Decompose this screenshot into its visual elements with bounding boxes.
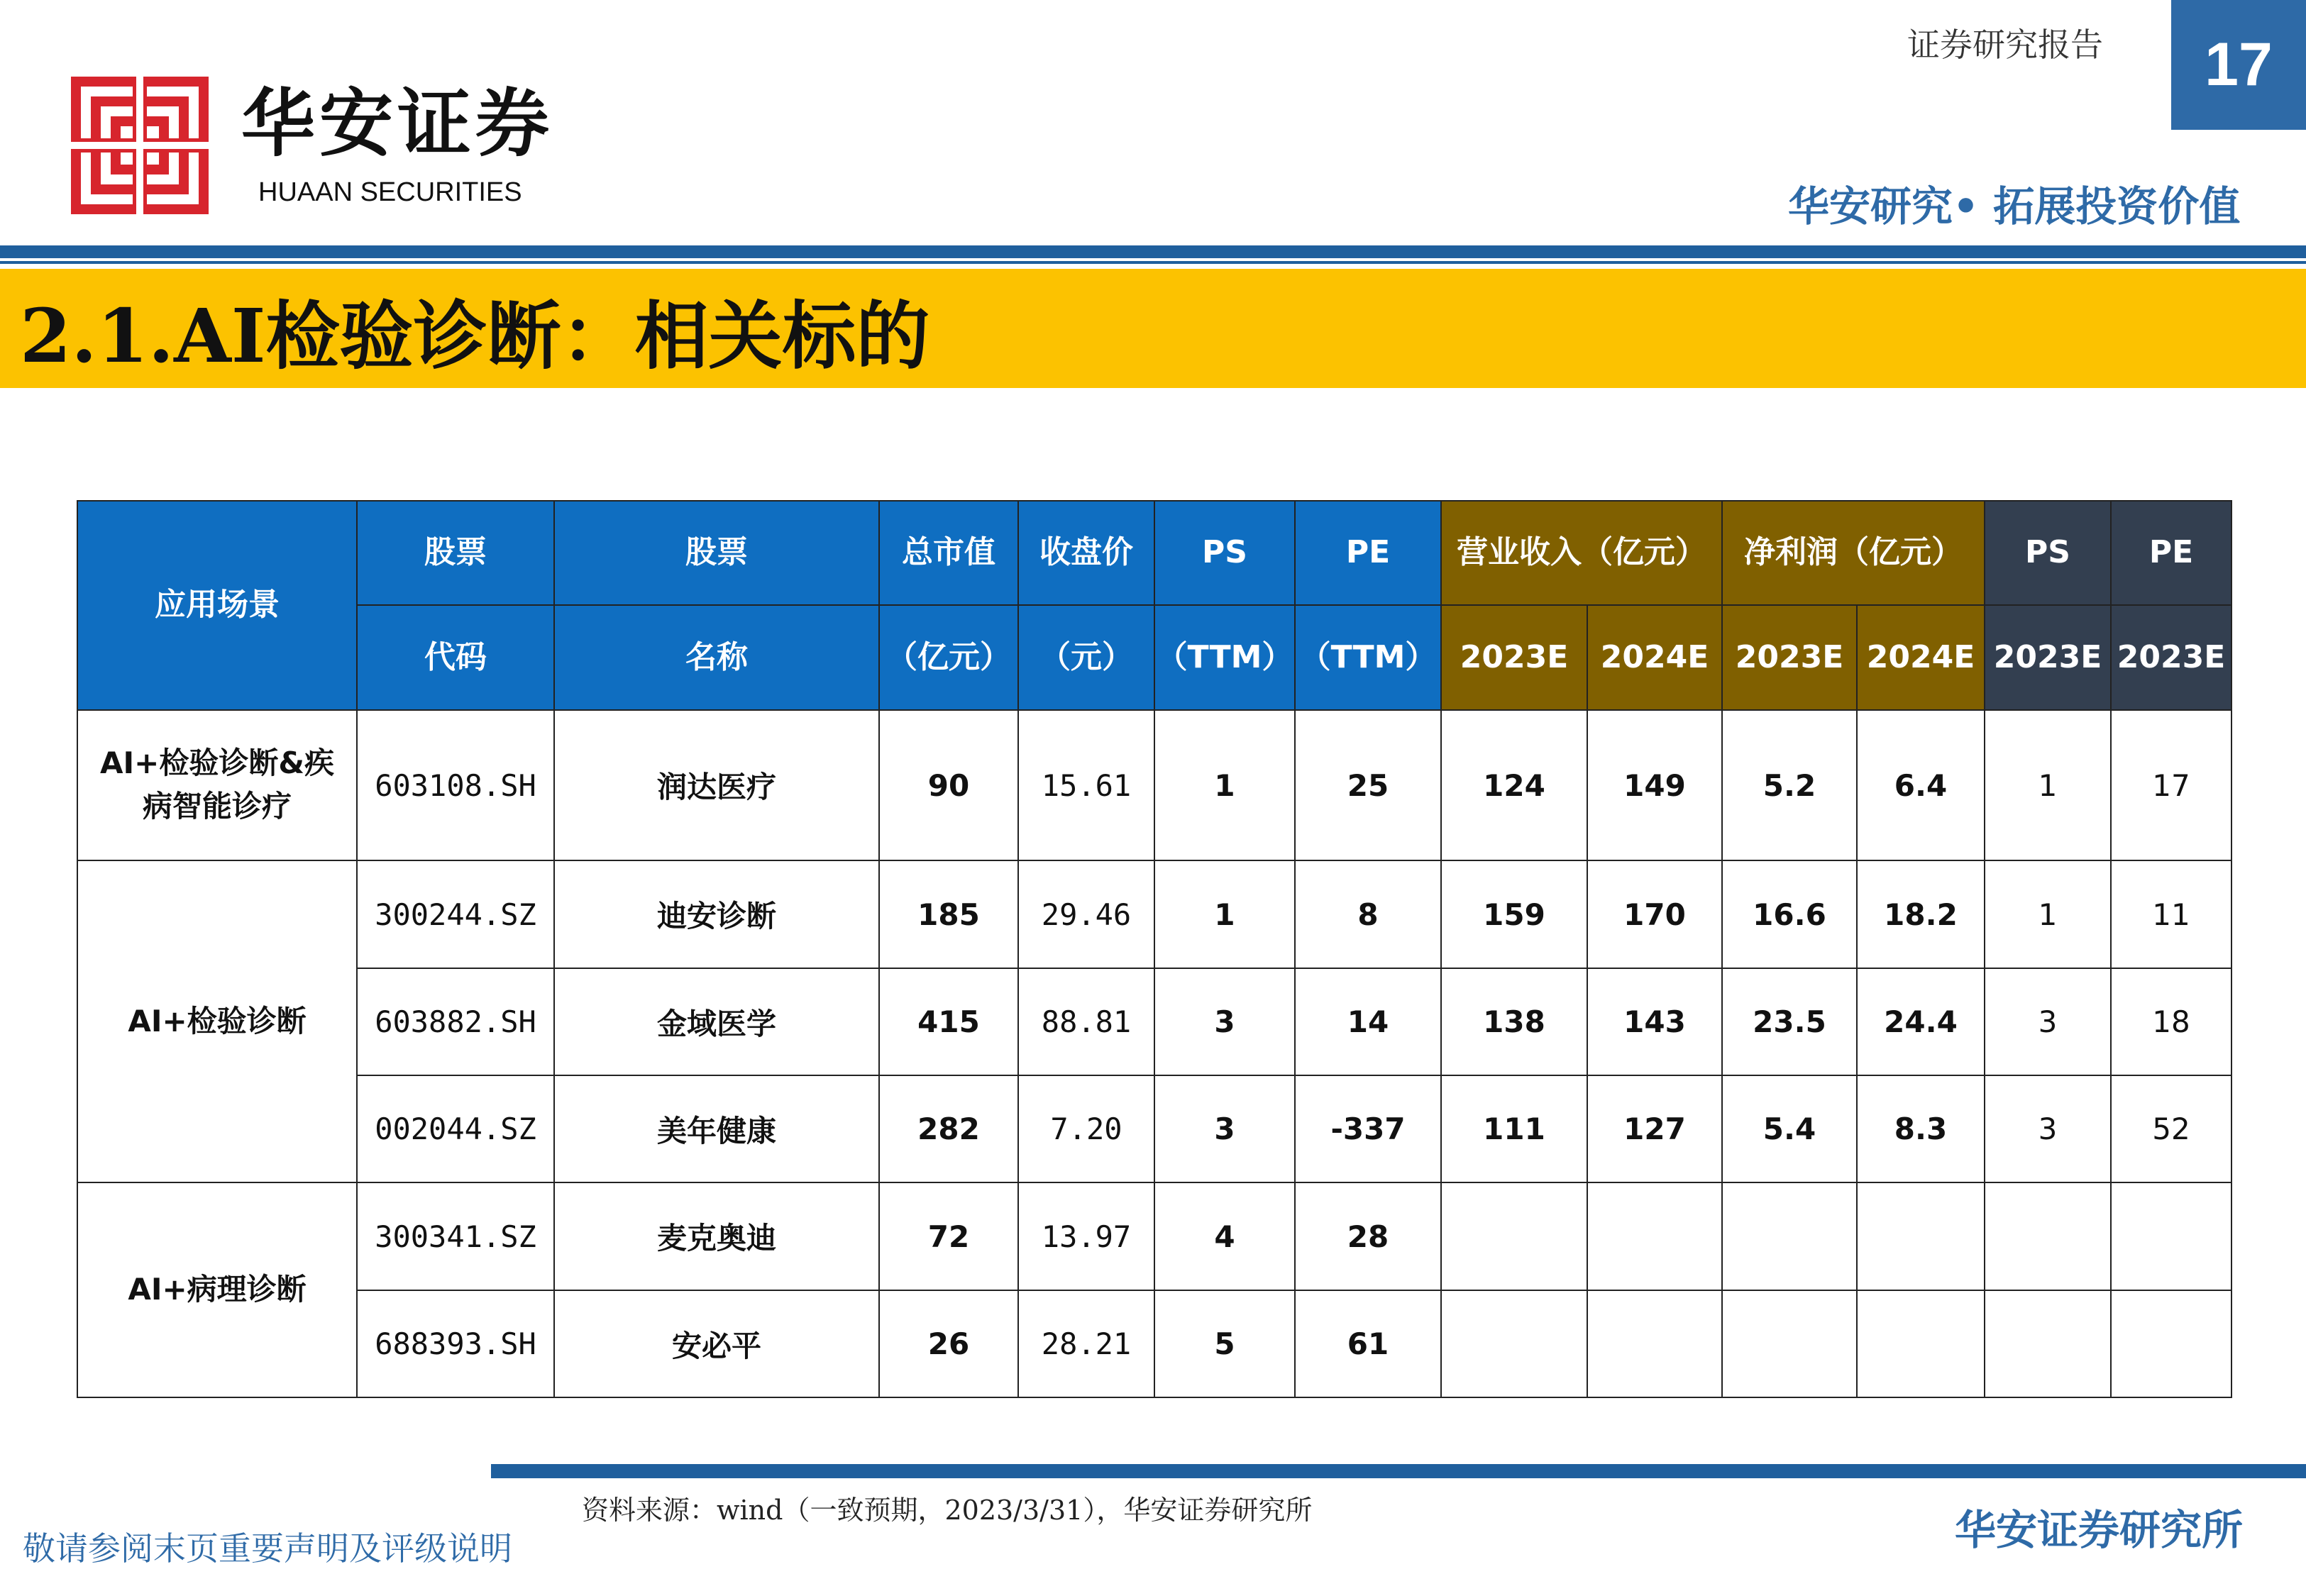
market-cap: 26 [879,1290,1018,1397]
header-revenue: 营业收入（亿元） [1441,501,1722,605]
logo-chinese-name: 华安证券 [241,79,554,167]
revenue-2024e: 127 [1587,1075,1722,1182]
market-cap: 90 [879,710,1018,860]
stock-name: 美年健康 [554,1075,879,1182]
logo-mark-icon [71,77,209,214]
table-row [77,968,2231,1075]
pe-ttm: 8 [1295,860,1441,968]
pe-2023e: 17 [2111,710,2231,860]
valuation-table [77,500,2232,1398]
revenue-2023e: 138 [1441,968,1587,1075]
net-profit-2023e [1722,1290,1857,1397]
revenue-2024e [1587,1290,1722,1397]
net-profit-2024e: 18.2 [1857,860,1985,968]
net-profit-2023e: 16.6 [1722,860,1857,968]
revenue-2023e [1441,1290,1587,1397]
scene-cell: AI+检验诊断&疾病智能诊疗 [77,710,357,860]
ps-ttm: 1 [1154,710,1295,860]
header-sub-name: 名称 [554,605,879,710]
net-profit-2023e: 5.2 [1722,710,1857,860]
market-cap: 185 [879,860,1018,968]
ps-ttm: 1 [1154,860,1295,968]
ps-2023e: 3 [1985,968,2111,1075]
ps-2023e: 1 [1985,860,2111,968]
header-sub-ps-2023e: 2023E [1985,605,2111,710]
header-sub-np-2023e: 2023E [1722,605,1857,710]
source-note: 资料来源：wind（一致预期，2023/3/31），华安证券研究所 [582,1495,1313,1526]
close-price: 15.61 [1018,710,1154,860]
header-market-cap: 总市值 [879,501,1018,605]
document-type: 证券研究报告 [1907,26,2103,64]
ps-ttm: 3 [1154,1075,1295,1182]
header-sub-code: 代码 [357,605,554,710]
page-title: 2.1.AI检验诊断：相关标的 [20,292,930,379]
market-cap: 282 [879,1075,1018,1182]
ps-2023e [1985,1290,2111,1397]
stock-name: 安必平 [554,1290,879,1397]
close-price: 13.97 [1018,1182,1154,1290]
table-row [77,860,2231,968]
market-cap: 415 [879,968,1018,1075]
header-net-profit: 净利润（亿元） [1722,501,1985,605]
header-close-price: 收盘价 [1018,501,1154,605]
header-row-2 [77,605,2231,710]
institute-name: 华安证券研究所 [1955,1506,2244,1554]
ps-ttm: 4 [1154,1182,1295,1290]
header-stock-name: 股票 [554,501,879,605]
stock-code: 300341.SZ [357,1182,554,1290]
net-profit-2024e: 24.4 [1857,968,1985,1075]
disclaimer-link[interactable]: 敬请参阅末页重要声明及评级说明 [23,1529,512,1568]
table-row [77,1075,2231,1182]
revenue-2023e: 124 [1441,710,1587,860]
header-stock-code: 股票 [357,501,554,605]
header-sub-price-unit: （元） [1018,605,1154,710]
revenue-2024e: 170 [1587,860,1722,968]
header-divider [0,245,2306,258]
header-ps-ttm: PS [1154,501,1295,605]
net-profit-2024e [1857,1182,1985,1290]
header-sub-mcap-unit: （亿元） [879,605,1018,710]
page-number: 17 [2171,0,2306,130]
revenue-2024e [1587,1182,1722,1290]
footer-divider [491,1464,2306,1478]
header-sub-np-2024e: 2024E [1857,605,1985,710]
pe-2023e: 52 [2111,1075,2231,1182]
stock-code: 688393.SH [357,1290,554,1397]
close-price: 7.20 [1018,1075,1154,1182]
header-row-1 [77,501,2231,605]
revenue-2023e: 159 [1441,860,1587,968]
pe-ttm: 28 [1295,1182,1441,1290]
pe-ttm: -337 [1295,1075,1441,1182]
stock-name: 润达医疗 [554,710,879,860]
header-divider-thin [0,261,2306,264]
slogan: 华安研究• 拓展投资价值 [1788,182,2241,231]
table-row [77,710,2231,860]
net-profit-2024e [1857,1290,1985,1397]
stock-code: 300244.SZ [357,860,554,968]
ps-2023e [1985,1182,2111,1290]
close-price: 29.46 [1018,860,1154,968]
market-cap: 72 [879,1182,1018,1290]
stock-code: 603882.SH [357,968,554,1075]
scene-cell: AI+检验诊断 [77,860,357,1182]
stock-code: 002044.SZ [357,1075,554,1182]
header-sub-rev-2024e: 2024E [1587,605,1722,710]
ps-2023e: 3 [1985,1075,2111,1182]
close-price: 88.81 [1018,968,1154,1075]
pe-2023e [2111,1290,2231,1397]
logo-english-name: HUAAN SECURITIES [258,177,522,207]
net-profit-2024e: 8.3 [1857,1075,1985,1182]
revenue-2023e [1441,1182,1587,1290]
pe-2023e: 11 [2111,860,2231,968]
header-sub-pe-ttm: （TTM） [1295,605,1441,710]
header-sub-pe-2023e: 2023E [2111,605,2231,710]
net-profit-2024e: 6.4 [1857,710,1985,860]
header-ps-forecast: PS [1985,501,2111,605]
net-profit-2023e: 23.5 [1722,968,1857,1075]
header-pe-forecast: PE [2111,501,2231,605]
ps-2023e: 1 [1985,710,2111,860]
pe-2023e [2111,1182,2231,1290]
stock-name: 金域医学 [554,968,879,1075]
header-pe-ttm: PE [1295,501,1441,605]
net-profit-2023e [1722,1182,1857,1290]
scene-cell: AI+病理诊断 [77,1182,357,1397]
revenue-2024e: 149 [1587,710,1722,860]
ps-ttm: 5 [1154,1290,1295,1397]
revenue-2023e: 111 [1441,1075,1587,1182]
header-sub-ps-ttm: （TTM） [1154,605,1295,710]
close-price: 28.21 [1018,1290,1154,1397]
pe-ttm: 14 [1295,968,1441,1075]
stock-name: 迪安诊断 [554,860,879,968]
header-sub-rev-2023e: 2023E [1441,605,1587,710]
stock-code: 603108.SH [357,710,554,860]
stock-name: 麦克奥迪 [554,1182,879,1290]
header-scene: 应用场景 [77,501,357,710]
net-profit-2023e: 5.4 [1722,1075,1857,1182]
revenue-2024e: 143 [1587,968,1722,1075]
pe-ttm: 61 [1295,1290,1441,1397]
pe-ttm: 25 [1295,710,1441,860]
pe-2023e: 18 [2111,968,2231,1075]
table-row [77,1290,2231,1397]
ps-ttm: 3 [1154,968,1295,1075]
table-row [77,1182,2231,1290]
